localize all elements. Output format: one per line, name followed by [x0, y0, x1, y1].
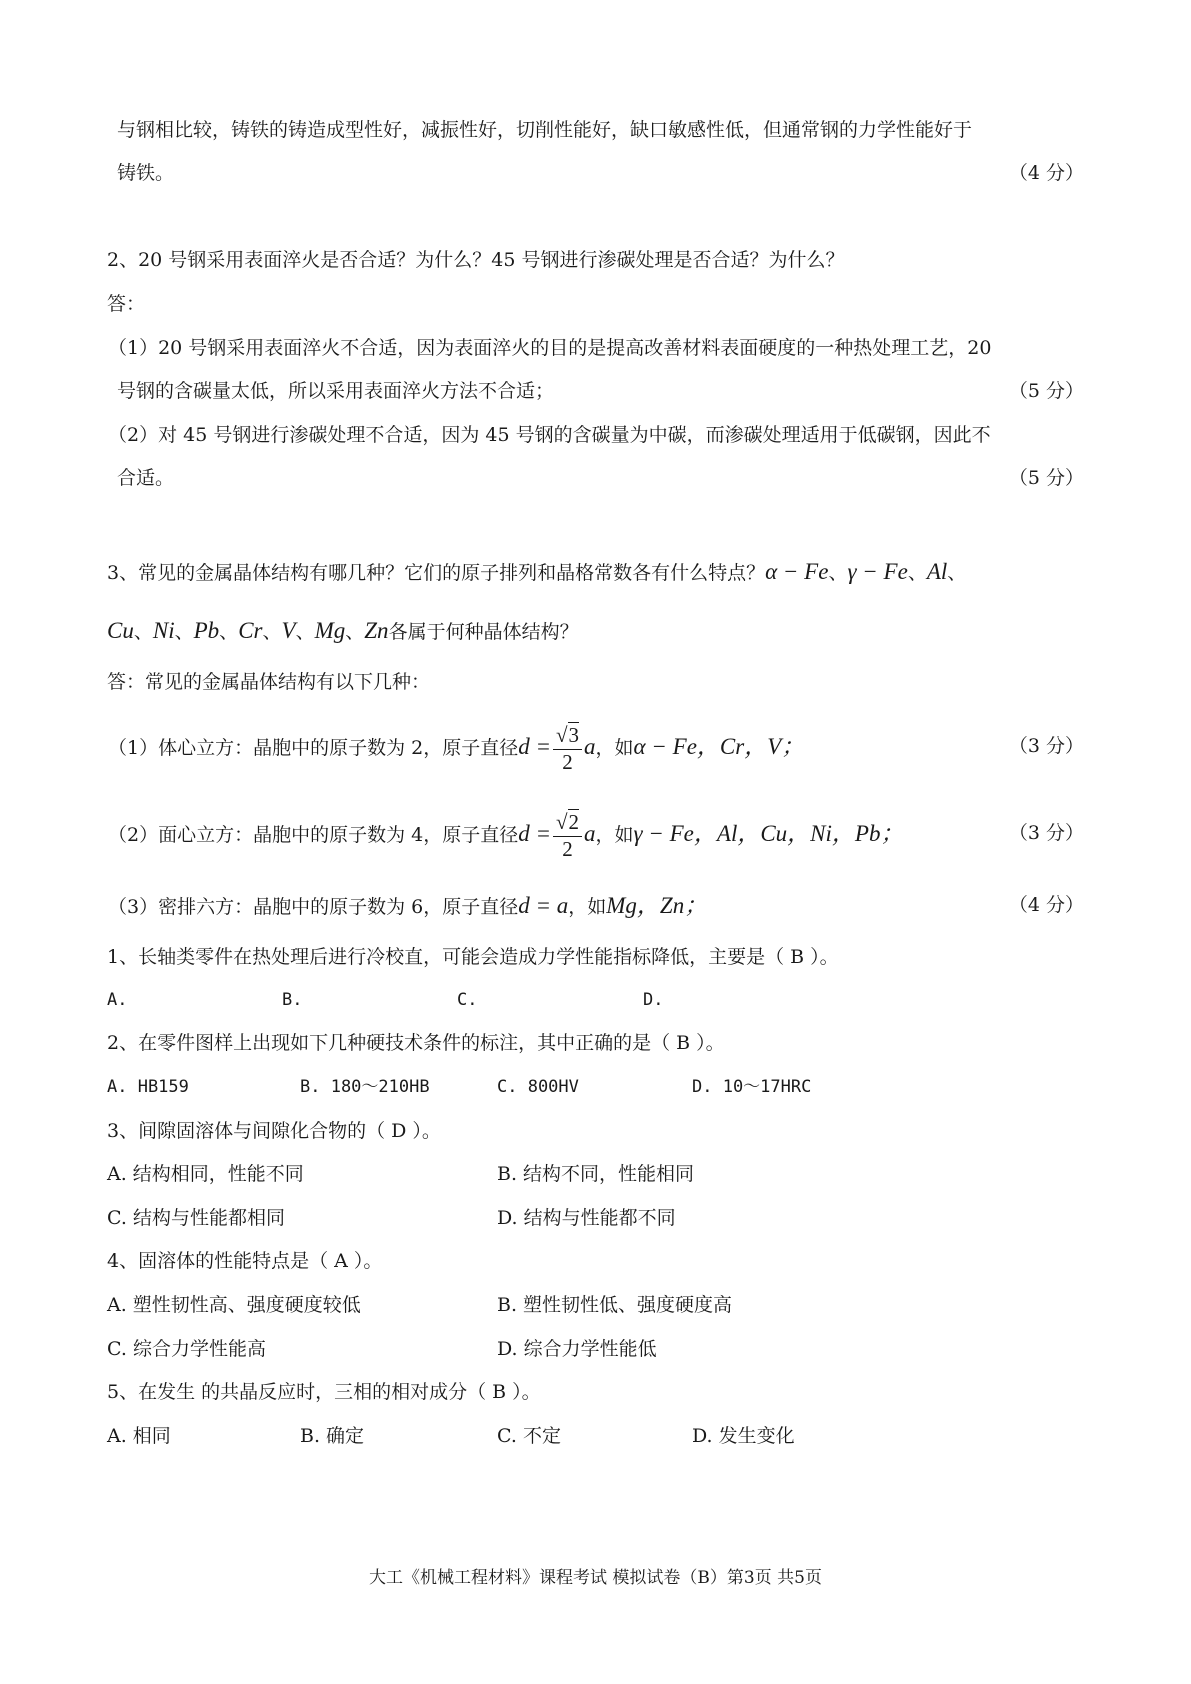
element-ni: Ni — [152, 618, 175, 643]
mc-5-option-d: D. 发生变化 — [692, 1425, 795, 1447]
page-footer: 大工《机械工程材料》课程考试 模拟试卷（B）第3页 共5页 — [369, 1568, 822, 1588]
q3-bcc-a: a — [584, 734, 596, 759]
mc-1-option-d: D. — [643, 990, 664, 1010]
q3-fcc-examples: γ − Fe，Al，Cu，Ni，Pb； — [633, 821, 904, 846]
q3-hcp-text: （3）密排六方：晶胞中的原子数为 6，原子直径 — [108, 896, 519, 918]
mc-4-option-c: C. 综合力学性能高 — [107, 1338, 266, 1360]
mc-4-option-b: B. 塑性韧性低、强度硬度高 — [497, 1294, 733, 1316]
q2-answer-2-line-2: 合适。 — [117, 467, 175, 489]
mc-2-option-d: D. 10～17HRC — [692, 1077, 812, 1097]
q3-hcp-d-eq: d = a — [518, 893, 569, 918]
q3-bcc-example-prefix: ，如 — [595, 737, 634, 759]
mc-5-option-a: A. 相同 — [107, 1425, 171, 1447]
element-cr: Cr — [238, 618, 263, 643]
mc-2-option-b: B. 180～210HB — [300, 1077, 430, 1097]
q3-fcc-numerator: 2 — [568, 810, 580, 835]
q3-fcc-denominator: 2 — [562, 836, 573, 861]
element-alpha-fe: α − Fe — [765, 559, 829, 584]
q3-bcc-line — [108, 721, 804, 774]
q3-fcc-fraction: $\frac{√2}{2}$ — [553, 811, 582, 860]
mc-1-option-a: A. — [107, 990, 128, 1010]
q3-fcc-example-prefix: ，如 — [595, 824, 634, 846]
q3-bcc-examples: α − Fe，Cr，V； — [633, 734, 805, 759]
q3-question-line-1: 3、常见的金属晶体结构有哪几种？它们的原子排列和晶格常数各有什么特点？α − Fe、γ − Fe、Al、 — [107, 559, 967, 584]
q3-hcp-examples: Mg，Zn； — [606, 893, 708, 918]
mc-4-question: 4、固溶体的性能特点是（ A ）。 — [107, 1250, 383, 1272]
mc-1-option-c: C. — [457, 990, 478, 1010]
mc-3-option-d: D. 结构与性能都不同 — [497, 1207, 676, 1229]
mc-2-question: 2、在零件图样上出现如下几种硬技术条件的标注，其中正确的是（ B ）。 — [107, 1032, 725, 1054]
q3-bcc-numerator: 3 — [568, 723, 580, 748]
q3-answer-intro: 答：常见的金属晶体结构有以下几种： — [107, 671, 431, 693]
element-zn: Zn — [364, 618, 389, 643]
q2-answer-label: 答： — [107, 293, 146, 315]
mc-3-option-a: A. 结构相同，性能不同 — [107, 1163, 304, 1185]
q2-answer-1-line-1: （1）20 号钢采用表面淬火不合适，因为表面淬火的目的是提高改善材料表面硬度的一种热处理工艺，20 — [108, 337, 992, 359]
intro-score: （4 分） — [1008, 162, 1084, 184]
q2-question: 2、20 号钢采用表面淬火是否合适？为什么？45 号钢进行渗碳处理是否合适？为什么？ — [107, 249, 845, 271]
q3-question-line-2: Cu、Ni、Pb、Cr、V、Mg、Zn各属于何种晶体结构？ — [107, 618, 579, 643]
q3-fcc-line — [108, 808, 903, 861]
mc-2-option-c: C. 800HV — [497, 1077, 579, 1097]
mc-5-option-b: B. 确定 — [300, 1425, 365, 1447]
mc-4-option-d: D. 综合力学性能低 — [497, 1338, 657, 1360]
mc-3-option-b: B. 结构不同，性能相同 — [497, 1163, 695, 1185]
mc-4-option-a: A. 塑性韧性高、强度硬度较低 — [107, 1294, 361, 1316]
q3-bcc-denominator: 2 — [562, 749, 573, 774]
element-v: V — [281, 618, 296, 643]
mc-5-option-c: C. 不定 — [497, 1425, 561, 1447]
q2-answer-1-score: （5 分） — [1008, 380, 1084, 402]
mc-5-question: 5、在发生 的共晶反应时，三相的相对成分（ B ）。 — [107, 1381, 541, 1403]
mc-1-option-b: B. — [282, 990, 303, 1010]
q3-hcp-line — [108, 894, 707, 917]
element-al: Al — [926, 559, 948, 584]
q3-fcc-text: （2）面心立方：晶胞中的原子数为 4，原子直径 — [108, 824, 519, 846]
q3-question-suffix: 各属于何种晶体结构？ — [388, 621, 579, 643]
q3-fcc-d-eq: d = — [518, 821, 551, 846]
mc-2-option-a: A. HB159 — [107, 1077, 189, 1097]
intro-line-2: 铸铁。 — [117, 162, 175, 184]
element-cu: Cu — [107, 618, 134, 643]
mc-3-question: 3、间隙固溶体与间隙化合物的（ D ）。 — [107, 1120, 441, 1142]
q2-answer-1-line-2: 号钢的含碳量太低，所以采用表面淬火方法不合适； — [117, 380, 555, 402]
element-gamma-fe: γ − Fe — [847, 559, 908, 584]
intro-line-1: 与钢相比较，铸铁的铸造成型性好，减振性好，切削性能好，缺口敏感性低，但通常钢的力学性能好于 — [117, 119, 973, 141]
q2-answer-2-line-1: （2）对 45 号钢进行渗碳处理不合适，因为 45 号钢的含碳量为中碳，而渗碳处理适用于低碳钢，因此不 — [108, 424, 991, 446]
q3-bcc-text: （1）体心立方：晶胞中的原子数为 2，原子直径 — [108, 737, 519, 759]
q3-hcp-example-prefix: ，如 — [568, 896, 607, 918]
q3-fcc-score: （3 分） — [1008, 822, 1084, 844]
element-pb: Pb — [193, 618, 220, 643]
q3-bcc-d-eq: d = — [518, 734, 551, 759]
mc-1-question: 1、长轴类零件在热处理后进行冷校直，可能会造成力学性能指标降低，主要是（ B ）。 — [107, 946, 839, 968]
q3-fcc-a: a — [584, 821, 596, 846]
q3-question-prefix: 3、常见的金属晶体结构有哪几种？它们的原子排列和晶格常数各有什么特点？ — [107, 562, 766, 584]
q2-answer-2-score: （5 分） — [1008, 467, 1084, 489]
element-mg: Mg — [314, 618, 346, 643]
q3-hcp-score: （4 分） — [1008, 894, 1084, 916]
q3-bcc-fraction: $\frac{√3}{2}$ — [553, 724, 582, 773]
q3-bcc-score: （3 分） — [1008, 735, 1084, 757]
mc-3-option-c: C. 结构与性能都相同 — [107, 1207, 285, 1229]
